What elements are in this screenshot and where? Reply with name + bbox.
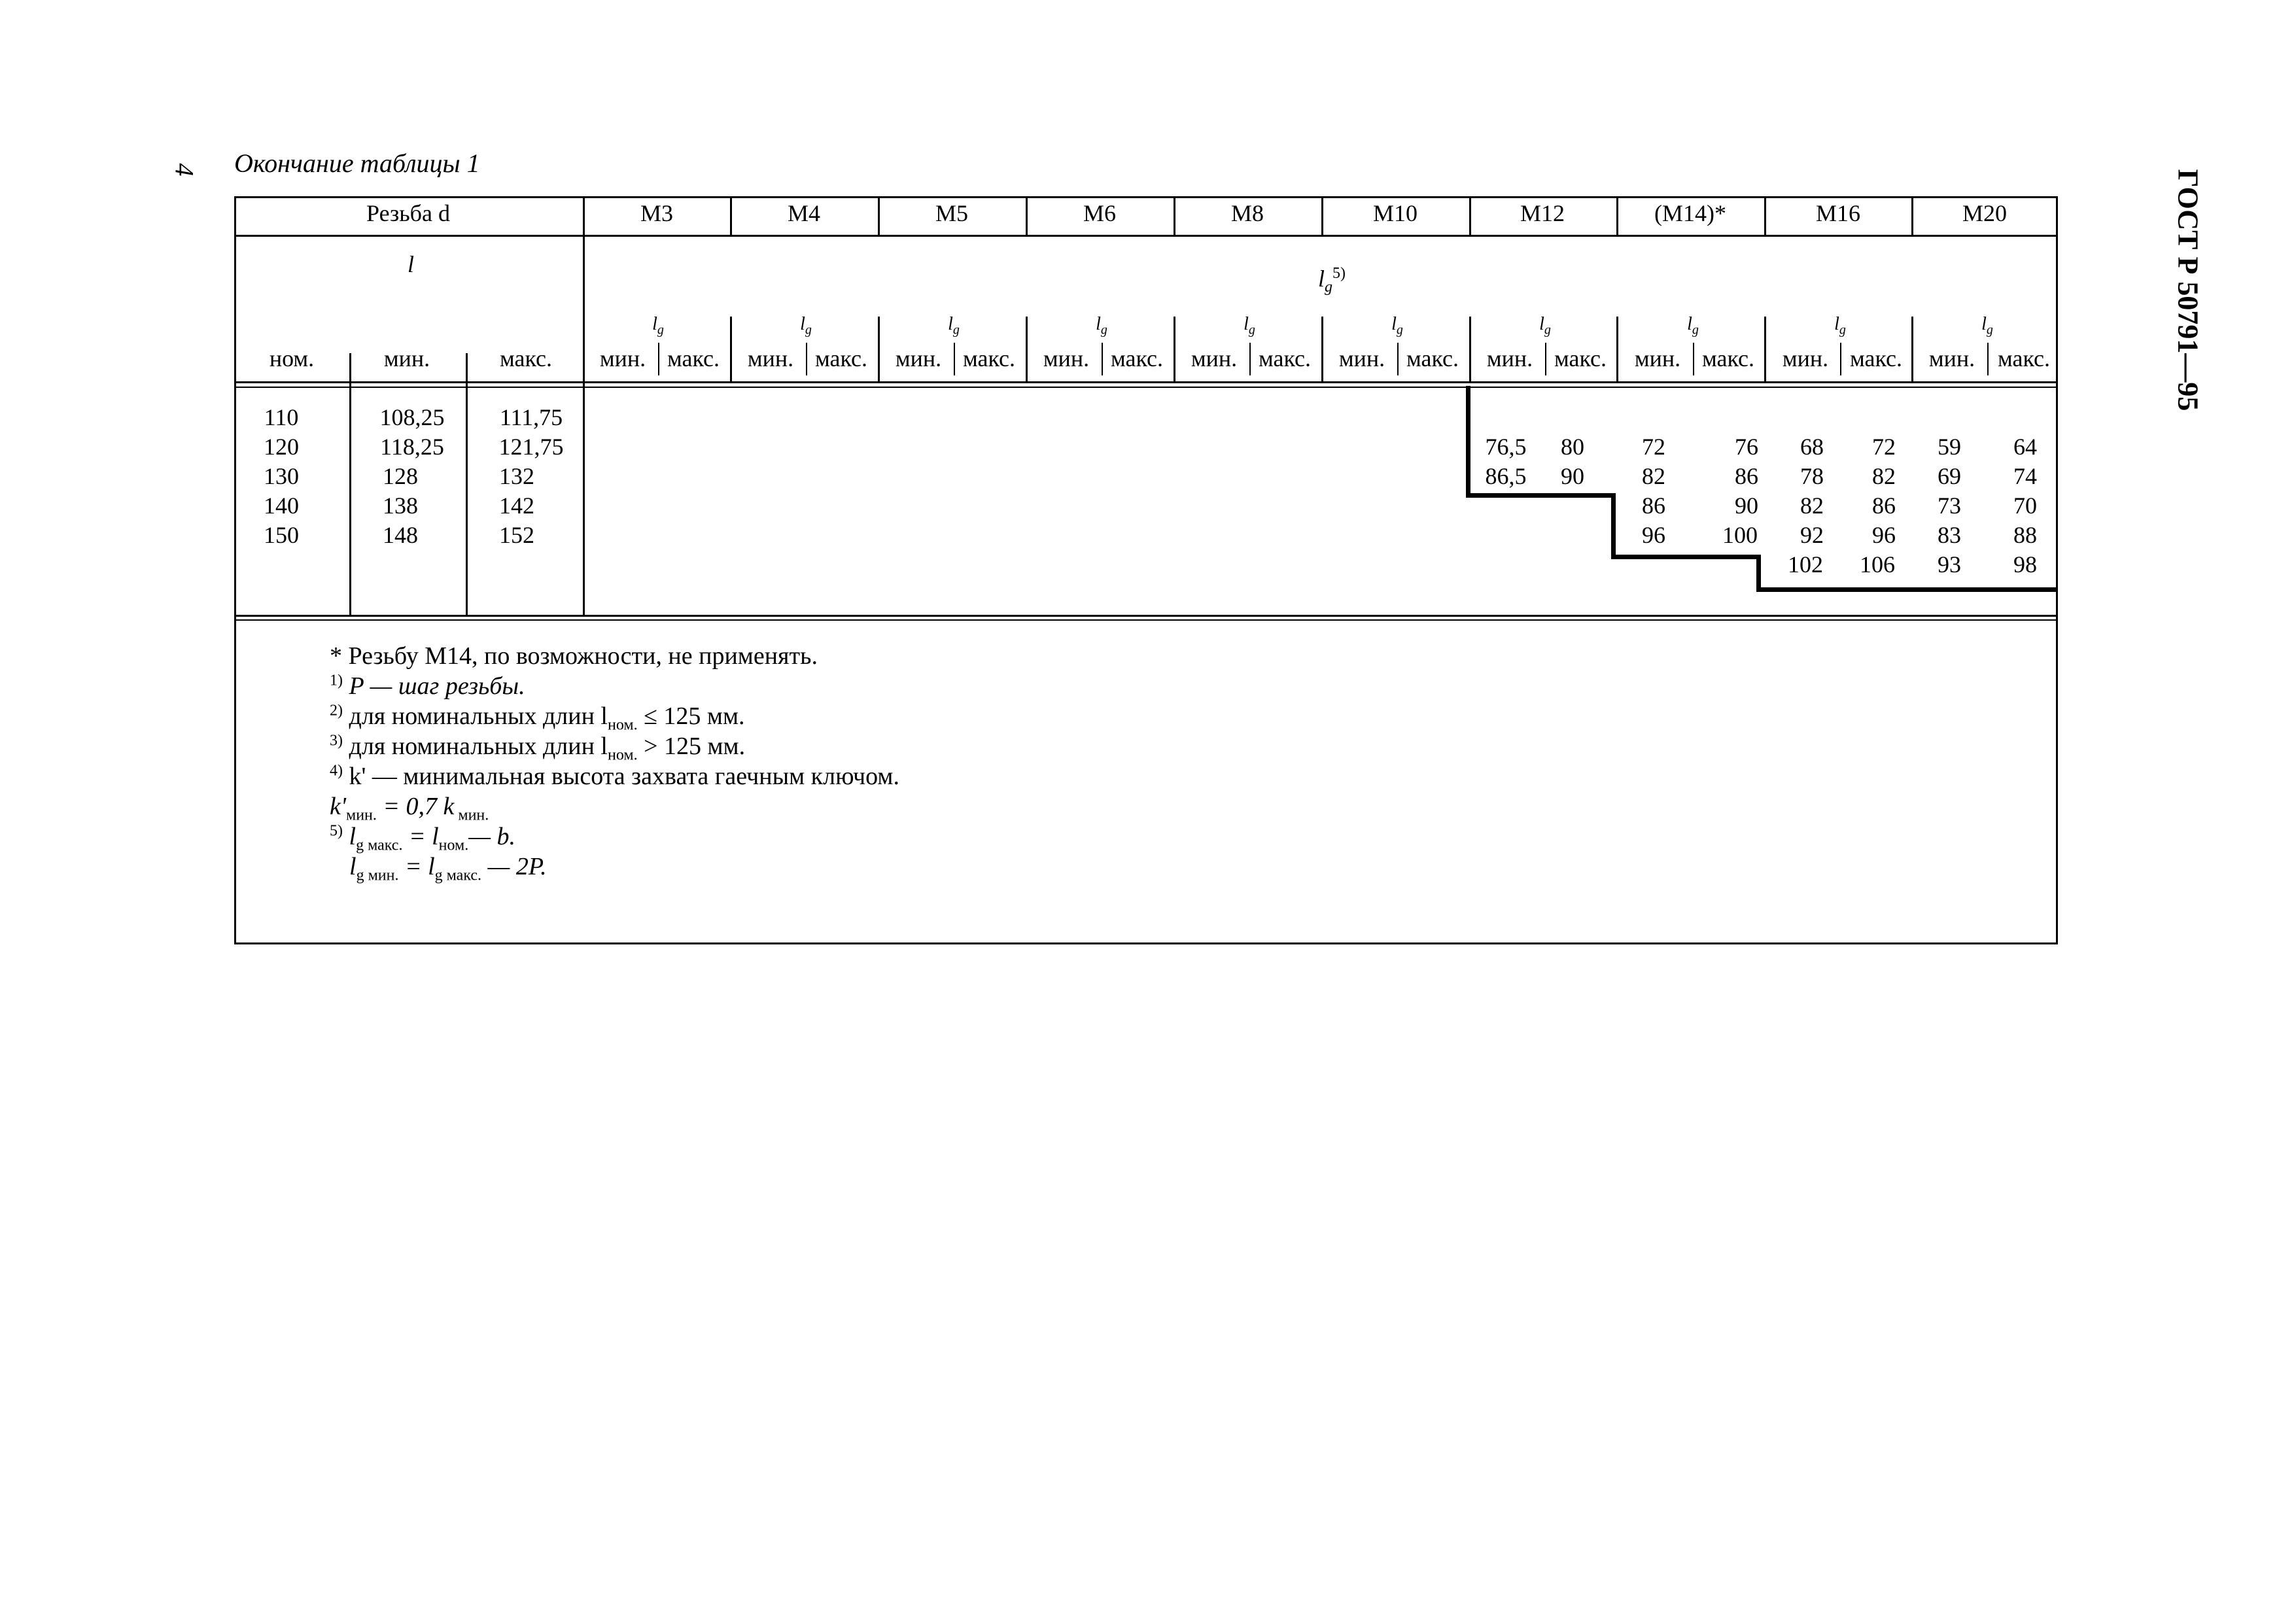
lg-divider-7 xyxy=(1616,317,1618,383)
col-header-min: мин. xyxy=(383,345,430,371)
table-caption: Окончание таблицы 1 xyxy=(234,148,480,178)
m20-max: 70 xyxy=(2013,492,2037,519)
length-header: l xyxy=(407,251,415,277)
thread-size-m4: M4 xyxy=(787,200,821,226)
lg-col-max: макс. xyxy=(1849,345,1903,371)
lg-col-min: мин. xyxy=(895,345,942,371)
lg-col-max: макс. xyxy=(1406,345,1459,371)
row-min: 118,25 xyxy=(380,434,444,460)
lg-col-min: мин. xyxy=(1928,345,1975,371)
m16-max: 72 xyxy=(1872,434,1896,460)
note-lg-max-formula: $^{5)}$ $l_{g макс.}$ = $l_{ном.}—$ b. xyxy=(330,822,516,854)
m20-max: 88 xyxy=(2013,522,2037,548)
lg-divider-4 xyxy=(1174,317,1175,383)
note-k-formula: $k'_{мин.} = 0,7$ k $_{мин.}$ xyxy=(330,793,489,824)
m20-min: 83 xyxy=(1938,522,1961,548)
staircase-line xyxy=(1756,555,1761,591)
col-divider-m14 xyxy=(1764,196,1766,237)
m12-max: 80 xyxy=(1561,434,1584,460)
thread-size-m5: M5 xyxy=(935,200,969,226)
lg-divider-9 xyxy=(1911,317,1913,383)
row-nom: 110 xyxy=(264,404,299,430)
thread-header: Резьба d xyxy=(366,200,450,226)
lg-col-max: макс. xyxy=(814,345,868,371)
lg-col-max: макс. xyxy=(1997,345,2051,371)
body-bottom-line-2 xyxy=(234,619,2058,621)
lg-label: $l_g$ xyxy=(1391,314,1403,337)
row-min: 108,25 xyxy=(379,404,445,430)
col-header-max: макс. xyxy=(499,345,553,371)
note-m14: * Резьбу M14, по возможности, не применять. xyxy=(330,642,818,670)
col-divider-m6 xyxy=(1174,196,1175,237)
header-bottom-line xyxy=(234,381,2058,383)
minmax-divider-3 xyxy=(954,343,955,375)
lg-col-min: мин. xyxy=(599,345,646,371)
row-nom: 140 xyxy=(264,492,299,519)
lg-divider-2 xyxy=(878,317,880,383)
m16-min: 92 xyxy=(1800,522,1824,548)
col-divider-thread xyxy=(583,196,585,616)
m14-max: 86 xyxy=(1735,463,1758,489)
thread-size-m6: M6 xyxy=(1083,200,1117,226)
header-row-divider xyxy=(234,235,2058,237)
m16-min: 82 xyxy=(1800,492,1824,519)
thread-size-m10: M10 xyxy=(1372,200,1418,226)
thread-size-m14: (M14)* xyxy=(1654,200,1726,226)
lg-divider-1 xyxy=(730,317,732,383)
row-max: 111,75 xyxy=(499,404,563,430)
document-code: ГОСТ Р 50791—95 xyxy=(2172,169,2204,411)
row-min: 148 xyxy=(383,522,418,548)
minmax-divider-5 xyxy=(1249,343,1251,375)
row-max: 142 xyxy=(499,492,534,519)
note-pitch: $^{1)}$ P — шаг резьбы. xyxy=(330,672,525,700)
col-divider-m10 xyxy=(1469,196,1471,237)
m14-max: 100 xyxy=(1722,522,1758,548)
thread-size-m16: M16 xyxy=(1815,200,1861,226)
lg-divider-3 xyxy=(1026,317,1028,383)
minmax-divider-9 xyxy=(1840,343,1841,375)
m16-max: 106 xyxy=(1860,551,1895,578)
header-bottom-line-2 xyxy=(234,387,2058,388)
lg-label: $l_g$ xyxy=(1096,314,1107,337)
m16-max: 96 xyxy=(1872,522,1896,548)
col-divider-m3 xyxy=(730,196,732,237)
row-max: 132 xyxy=(499,463,534,489)
body-bottom-line xyxy=(234,615,2058,617)
minmax-divider-7 xyxy=(1545,343,1546,375)
thread-size-m20: M20 xyxy=(1962,200,2008,226)
minmax-divider-8 xyxy=(1693,343,1694,375)
col-divider-m4 xyxy=(878,196,880,237)
m20-max: 64 xyxy=(2013,434,2037,460)
col-divider-m5 xyxy=(1026,196,1028,237)
lg-label: $l_g$ xyxy=(1539,314,1551,337)
lg-divider-6 xyxy=(1469,317,1471,383)
thread-size-m3: M3 xyxy=(640,200,674,226)
m14-min: 86 xyxy=(1642,492,1665,519)
lg-divider-5 xyxy=(1321,317,1323,383)
m16-min: 78 xyxy=(1800,463,1824,489)
lg-label: $l_g$ xyxy=(1834,314,1846,337)
thread-size-m8: M8 xyxy=(1230,200,1264,226)
col-divider-min xyxy=(466,353,468,616)
lg-col-max: макс. xyxy=(1110,345,1164,371)
m16-max: 82 xyxy=(1872,463,1896,489)
lg-label: $l_g$ xyxy=(1687,314,1699,337)
m16-min: 68 xyxy=(1800,434,1824,460)
m20-min: 59 xyxy=(1938,434,1961,460)
table-notes xyxy=(330,641,899,882)
lg-label: $l_g$ xyxy=(652,314,664,337)
note-wrench-height: $^{4)}$ k' — минимальная высота захвата гаечным ключом. xyxy=(330,762,899,790)
m16-min: 102 xyxy=(1788,551,1823,578)
row-min: 138 xyxy=(383,492,418,519)
staircase-line xyxy=(1611,555,1760,559)
page-number: 4 xyxy=(169,163,200,177)
minmax-divider-6 xyxy=(1397,343,1399,375)
staircase-line xyxy=(1611,493,1616,559)
lg-label: $l_g$ xyxy=(948,314,960,337)
staircase-line xyxy=(1756,587,2058,592)
m20-min: 93 xyxy=(1938,551,1961,578)
lg-col-min: мин. xyxy=(1782,345,1829,371)
col-divider-m12 xyxy=(1616,196,1618,237)
m14-max: 76 xyxy=(1735,434,1758,460)
staircase-line xyxy=(1466,493,1615,498)
row-nom: 150 xyxy=(264,522,299,548)
m12-min: 86,5 xyxy=(1485,463,1527,489)
m14-min: 96 xyxy=(1642,522,1665,548)
lg-col-max: макс. xyxy=(667,345,720,371)
minmax-divider-2 xyxy=(806,343,807,375)
lg-col-min: мин. xyxy=(747,345,794,371)
lg-label: $l_g$ xyxy=(1981,314,1993,337)
m20-max: 74 xyxy=(2013,463,2037,489)
lg-col-max: макс. xyxy=(1701,345,1755,371)
minmax-divider-10 xyxy=(1987,343,1989,375)
lg-col-min: мин. xyxy=(1191,345,1238,371)
note-short-length: $^{2)}$ для номинальных длин $l_{ном.} \le 125$ мм. xyxy=(330,702,745,734)
m20-max: 98 xyxy=(2013,551,2037,578)
col-divider-m8 xyxy=(1321,196,1323,237)
m20-min: 73 xyxy=(1938,492,1961,519)
row-max: 152 xyxy=(499,522,534,548)
minmax-divider-1 xyxy=(658,343,659,375)
m12-max: 90 xyxy=(1561,463,1584,489)
lg-col-min: мин. xyxy=(1486,345,1533,371)
thread-size-m12: M12 xyxy=(1520,200,1565,226)
col-divider-nom xyxy=(349,353,351,616)
note-long-length: $^{3)}$ для номинальных длин $l_{ном.} > 125$ мм. xyxy=(330,732,746,764)
m16-max: 86 xyxy=(1872,492,1896,519)
row-max: 121,75 xyxy=(498,434,564,460)
col-divider-m16 xyxy=(1911,196,1913,237)
row-nom: 130 xyxy=(264,463,299,489)
col-header-nom: ном. xyxy=(269,345,315,371)
m14-min: 82 xyxy=(1642,463,1665,489)
minmax-divider-4 xyxy=(1102,343,1103,375)
lg-col-max: макс. xyxy=(962,345,1016,371)
lg-label: $l_g$ xyxy=(1244,314,1255,337)
lg-col-max: макс. xyxy=(1258,345,1312,371)
lg-label: $l_g$ xyxy=(800,314,812,337)
lg-col-min: мин. xyxy=(1634,345,1681,371)
m14-max: 90 xyxy=(1735,492,1758,519)
m14-min: 72 xyxy=(1642,434,1665,460)
lg-col-min: мин. xyxy=(1338,345,1385,371)
lg-header: $l_g^{5)}$ xyxy=(1317,265,1346,296)
row-nom: 120 xyxy=(264,434,299,460)
m12-min: 76,5 xyxy=(1485,434,1527,460)
note-lg-min-formula: $l_{g мин.} = l_{g макс.}$ — 2P. xyxy=(349,853,547,884)
m20-min: 69 xyxy=(1938,463,1961,489)
lg-divider-8 xyxy=(1764,317,1766,383)
lg-col-max: макс. xyxy=(1554,345,1607,371)
staircase-line xyxy=(1466,386,1470,497)
lg-col-min: мин. xyxy=(1043,345,1090,371)
row-min: 128 xyxy=(383,463,418,489)
